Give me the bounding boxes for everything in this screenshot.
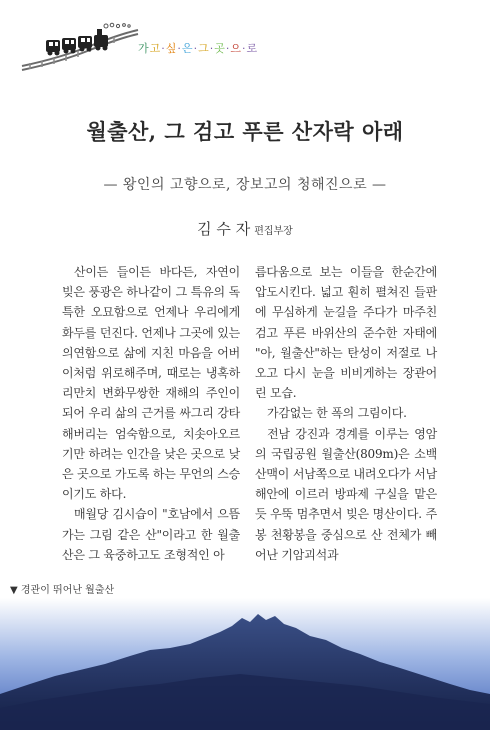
paragraph: 전남 강진과 경계를 이루는 영암의 국립공원 월출산(809m)은 소백산맥이 서남쪽으로 내려오다가 서남 해안에 이르러 방파제 구실을 맡은 듯 우뚝 멈추면서 빚은 명산이다. 주봉 천황봉을 중심으로 산 전체가 빼어난 기암괴석과 <box>255 426 437 562</box>
article-title: 월출산, 그 검고 푸른 산자락 아래 <box>86 119 404 144</box>
photo-caption: ▼ 경관이 뛰어난 월출산 <box>10 585 115 596</box>
series-title: 가고·싶·은·그·곳·으·로 <box>138 42 259 55</box>
author-name: 김 수 자 <box>197 220 251 238</box>
mountain-photo <box>0 598 490 730</box>
body-column-right <box>255 262 437 565</box>
train-icon <box>20 22 140 72</box>
author-line <box>0 218 490 239</box>
paragraph-continued: 름다움으로 보는 이들을 한순간에 압도시킨다. 넓고 훤히 펼쳐진 들판에 무심하게 눈길을 주다가 마주친 검고 푸른 바위산의 준수한 자태에 "아, 월출산"하는 탄성이 저절로 나오고 다시 눈을 비비게하는 장관어린 모습. <box>255 265 437 401</box>
series-header <box>20 22 320 72</box>
body-column-left <box>62 262 240 565</box>
paragraph: 산이든 들이든 바다든, 자연이 빚은 풍광은 하나같이 그 특유의 독특한 오묘함으로 언제나 우리에게 화두를 던진다. 언제나 그곳에 있는 의연함으로 삶에 지친 마음을 어버이처럼 위로해주며, 때로는 냉혹하리만치 변화무쌍한 재해의 주인이 되어 우리 삶의 근거를 싸그리 강타해버리는 엄숙함으로, 치솟아오르기만 하려는 인간을 낮은 곳으로 낮은 곳으로 가도록 하는 무언의 스승이기도 하다. <box>62 265 240 502</box>
paragraph: 가감없는 한 폭의 그림이다. <box>267 406 407 421</box>
article-subtitle: — 왕인의 고향으로, 장보고의 청해진으로 — <box>103 177 387 193</box>
author-role: 편집부장 <box>254 226 293 237</box>
paragraph: 매월당 김시습이 "호남에서 으뜸가는 그림 같은 산"이라고 한 월출산은 그 육중하고도 조형적인 아 <box>62 507 240 562</box>
